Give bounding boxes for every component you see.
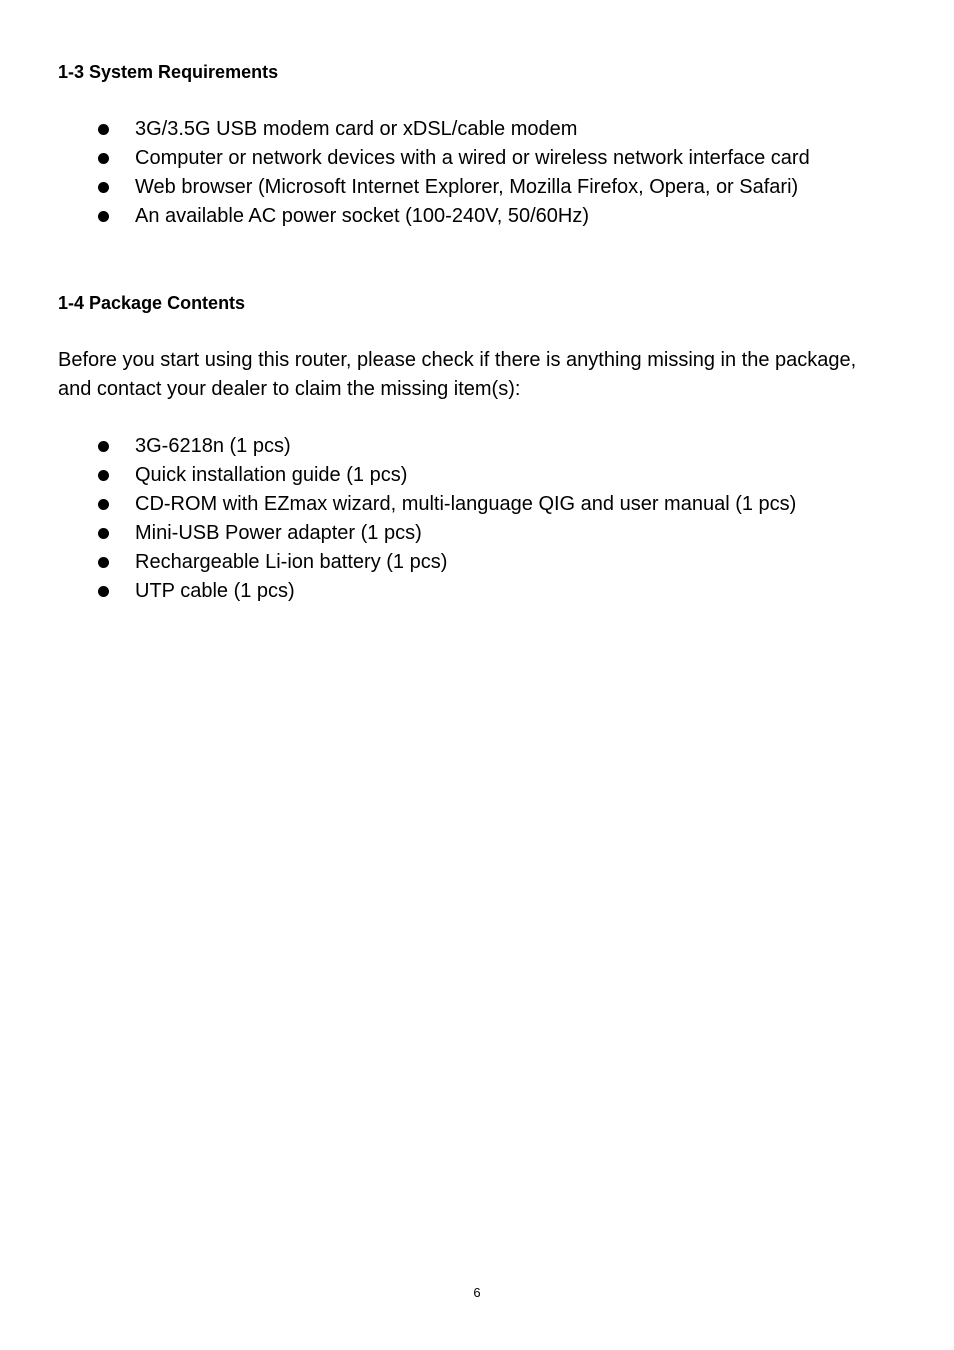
- package-intro-line-2: and contact your dealer to claim the missing item(s):: [58, 378, 521, 400]
- bullet-icon: [98, 528, 109, 539]
- list-item-text: 3G/3.5G USB modem card or xDSL/cable modem: [135, 118, 578, 140]
- list-item-text: Computer or network devices with a wired or wireless network interface card: [135, 147, 810, 169]
- list-item-text: 3G-6218n (1 pcs): [135, 435, 291, 457]
- bullet-icon: [98, 153, 109, 164]
- list-item-text: Mini-USB Power adapter (1 pcs): [135, 522, 422, 544]
- list-item-text: CD-ROM with EZmax wizard, multi-language QIG and user manual (1 pcs): [135, 493, 797, 515]
- bullet-icon: [98, 441, 109, 452]
- package-intro-line-1: Before you start using this router, please check if there is anything missing in the package,: [58, 349, 857, 371]
- bullet-icon: [98, 211, 109, 222]
- bullet-icon: [98, 586, 109, 597]
- list-item-text: UTP cable (1 pcs): [135, 580, 295, 602]
- list-item-text: Rechargeable Li-ion battery (1 pcs): [135, 551, 448, 573]
- bullet-icon: [98, 182, 109, 193]
- list-item-text: An available AC power socket (100-240V, 50/60Hz): [135, 205, 589, 227]
- bullet-icon: [98, 499, 109, 510]
- package-intro-paragraph: [58, 346, 898, 404]
- bullet-icon: [98, 470, 109, 481]
- system-requirements-heading: 1-3 System Requirements: [58, 62, 279, 82]
- bullet-icon: [98, 557, 109, 568]
- list-item-text: Web browser (Microsoft Internet Explorer, Mozilla Firefox, Opera, or Safari): [135, 176, 799, 198]
- page-number: 6: [473, 1285, 481, 1300]
- bullet-icon: [98, 124, 109, 135]
- package-contents-heading: 1-4 Package Contents: [58, 293, 246, 313]
- list-item-text: Quick installation guide (1 pcs): [135, 464, 408, 486]
